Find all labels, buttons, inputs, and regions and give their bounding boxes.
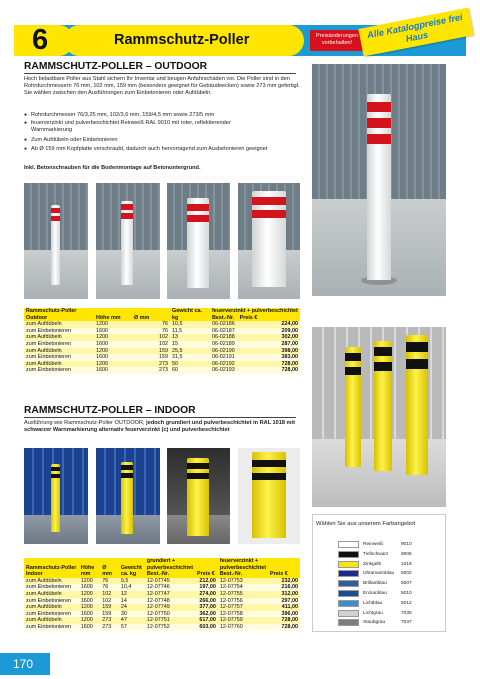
table-row [24, 328, 300, 335]
table-cell: 266,00 [195, 598, 218, 605]
table-cell: 60 [170, 367, 210, 374]
table-cell: 273 [100, 624, 119, 631]
indoor-title: RAMMSCHUTZ-POLLER – INDOOR [24, 405, 196, 416]
indoor-photo-3 [167, 448, 230, 544]
table-cell: 12-07749 [145, 604, 195, 611]
table-cell: 14 [119, 598, 145, 605]
table-cell: zum Einbetonieren [24, 328, 94, 335]
indoor-photo-2 [96, 448, 160, 544]
outdoor-bullet-3: ● Zum Aufdübeln oder Einbetonieren [24, 137, 300, 144]
table-cell: 1200 [79, 591, 100, 598]
outdoor-main-photo [312, 64, 446, 296]
table-cell: 12-07753 [218, 578, 268, 585]
table-cell: 1600 [94, 328, 132, 335]
table-cell: 15 [170, 341, 210, 348]
color-swatch-row [338, 610, 438, 618]
color-name: Lichtgrau [363, 610, 383, 616]
chapter-number-tab [14, 25, 74, 56]
table-cell: 31,5 [170, 354, 210, 361]
table-cell: zum Aufdübeln [24, 591, 79, 598]
table-cell: 06-02189 [210, 341, 258, 348]
table-cell: 312,00 [268, 591, 300, 598]
table-cell: 12-07748 [145, 598, 195, 605]
outdoor-th-order: feuerverzinkt + pulverbeschichtet Best.-Nr. Preis € [210, 308, 300, 321]
outdoor-title-rule [24, 73, 296, 74]
table-cell: 12-07760 [218, 624, 268, 631]
color-swatch-row [338, 551, 438, 559]
table-cell: 1200 [94, 334, 132, 341]
table-cell: 12-07752 [145, 624, 195, 631]
table-cell: 728,00 [268, 624, 300, 631]
table-cell: 197,00 [195, 584, 218, 591]
table-cell: 9,5 [119, 578, 145, 585]
table-cell: 12-07754 [218, 584, 268, 591]
indoor-th-order-primed: grundiert + pulverbeschichtet Best.-Nr. [146, 558, 194, 578]
table-cell: 1600 [94, 367, 132, 374]
color-swatch [338, 561, 359, 568]
table-cell: 728,00 [258, 367, 300, 374]
color-swatch-row [338, 541, 438, 549]
outdoor-bullet-4: ● Ab Ø 159 mm Kopfplatte verschraubt, dadurch auch hervorragend zum Ausbetonieren geeignet [24, 146, 274, 153]
table-cell: 10,4 [119, 584, 145, 591]
table-cell: 159 [100, 611, 119, 618]
price-note-badge: Preisänderungen vorbehalten! [310, 30, 364, 51]
table-cell: 273 [100, 617, 119, 624]
table-cell: 102 [100, 598, 119, 605]
indoor-th-height: Höhe mm [79, 558, 100, 578]
table-cell: 728,00 [268, 617, 300, 624]
table-cell: 216,00 [268, 584, 300, 591]
page-number-tab [0, 653, 50, 675]
table-row [24, 591, 300, 598]
color-swatch-row [338, 570, 438, 578]
table-cell: 12-07759 [218, 617, 268, 624]
color-swatch-row [338, 561, 438, 569]
table-cell: 302,00 [258, 334, 300, 341]
table-cell: zum Aufdübeln [24, 348, 94, 355]
table-cell: 76 [132, 328, 170, 335]
color-swatch-row [338, 619, 438, 627]
color-ral-code: 5007 [401, 581, 412, 587]
table-cell: 617,00 [195, 617, 218, 624]
table-cell: zum Einbetonieren [24, 611, 79, 618]
table-cell: zum Aufdübeln [24, 604, 79, 611]
table-cell: 159 [132, 354, 170, 361]
table-cell: 287,00 [258, 341, 300, 348]
color-name: Tiefschwarz [363, 551, 389, 557]
table-cell: zum Aufdübeln [24, 334, 94, 341]
table-cell: 728,00 [258, 361, 300, 368]
outdoor-intro: Hoch belastbare Poller aus Stahl sichern Ihr Inventar und beugen Anfahrschäden vor. Die Poller sind in den Rohrdurchmessern 76 mm, 102 mm, 159 mm (besonders geeignet für Gebäudeecken) sowie 273 mm gefertigt. Sie wählen zwischen den Ausführungen zum Einbetonieren oder Aufdübeln. [24, 76, 300, 97]
table-cell: 47 [119, 617, 145, 624]
table-cell: 1200 [94, 361, 132, 368]
table-cell: 411,00 [268, 604, 300, 611]
outdoor-photo-4 [238, 183, 300, 299]
color-swatch [338, 570, 359, 577]
table-cell: 1200 [94, 348, 132, 355]
color-ral-code: 5010 [401, 591, 412, 596]
table-cell: 12-07751 [145, 617, 195, 624]
table-row [24, 604, 300, 611]
color-ral-code: 5012 [401, 600, 412, 606]
table-cell: 30 [119, 611, 145, 618]
color-ral-code: 7035 [401, 610, 412, 616]
color-swatch [338, 541, 359, 548]
color-ral-code: 9010 [401, 542, 412, 547]
table-cell: zum Einbetonieren [24, 584, 79, 591]
header-title-pill [64, 25, 304, 56]
table-cell: 1200 [79, 617, 100, 624]
outdoor-bullet-2: ● feuerverzinkt und pulverbeschichtet Reinweiß RAL 9010 mit roter, reflektierender Warnmarkierung [24, 120, 269, 134]
table-cell: 06-02188 [210, 334, 258, 341]
table-cell: 1600 [94, 341, 132, 348]
color-chart-caption: Wählen Sie aus unserem Farbangebot [316, 521, 416, 527]
color-swatch [338, 590, 359, 597]
table-row [24, 617, 300, 624]
table-cell: 06-02192 [210, 361, 258, 368]
table-row [24, 341, 300, 348]
table-cell: zum Aufdübeln [24, 321, 94, 328]
color-swatch [338, 610, 359, 617]
table-cell: 06-02193 [210, 367, 258, 374]
outdoor-th-model: Rammschutz-Poller Outdoor [24, 308, 94, 321]
color-ral-code: 1018 [401, 561, 412, 567]
page-number: 170 [13, 657, 34, 671]
table-cell: zum Einbetonieren [24, 367, 94, 374]
table-cell: 76 [132, 321, 170, 328]
table-cell: 398,00 [258, 348, 300, 355]
color-swatch-row [338, 600, 438, 608]
table-row [24, 584, 300, 591]
color-ral-code: 7037 [401, 620, 412, 626]
color-name: Brillantblau [363, 581, 387, 587]
table-cell: 50 [170, 361, 210, 368]
table-cell: zum Aufdübeln [24, 617, 79, 624]
indoor-th-diameter: Ø mm [100, 558, 119, 578]
table-cell: 12-07747 [145, 591, 195, 598]
table-cell: 377,00 [195, 604, 218, 611]
table-cell: 12-07758 [218, 611, 268, 618]
table-cell: 1600 [79, 584, 100, 591]
indoor-intro: Ausführung wie Rammschutz-Poller OUTDOOR, jedoch grundiert und pulverbeschichtet in RAL 1018 mit schwarzer Warnmarkierung alternativ feuerverzinkt (c) und pulverbeschichtet [24, 420, 295, 434]
table-cell: 06-02191 [210, 354, 258, 361]
table-cell: 76 [100, 578, 119, 585]
table-row [24, 624, 300, 631]
table-cell: 10,5 [170, 321, 210, 328]
chapter-number: 6 [32, 24, 49, 56]
indoor-title-rule [24, 417, 296, 418]
table-cell: zum Aufdübeln [24, 361, 94, 368]
indoor-main-photo [312, 327, 446, 507]
table-cell: 1600 [94, 354, 132, 361]
table-cell: 12-07757 [218, 604, 268, 611]
table-cell: 159 [132, 348, 170, 355]
color-swatch-row [338, 580, 438, 588]
outdoor-th-height: Höhe mm [94, 308, 132, 321]
table-row [24, 334, 300, 341]
table-cell: 06-02190 [210, 348, 258, 355]
table-cell: 1200 [79, 604, 100, 611]
table-row [24, 361, 300, 368]
outdoor-price-table [24, 308, 300, 374]
outdoor-th-diameter: Ø mm [132, 308, 170, 321]
table-cell: zum Einbetonieren [24, 354, 94, 361]
color-ral-code: 9005 [401, 551, 412, 557]
table-cell: 06-02187 [210, 328, 258, 335]
indoor-th-weight: Gewicht ca. kg [119, 558, 145, 578]
color-name: Reinweiß [363, 542, 383, 547]
table-cell: zum Einbetonieren [24, 598, 79, 605]
table-cell: 273 [132, 361, 170, 368]
table-cell: 1200 [79, 578, 100, 585]
promo-tag: Alle Katalogpreise frei Haus [358, 8, 473, 57]
table-row [24, 321, 300, 328]
table-cell: 1600 [79, 598, 100, 605]
table-cell: 102 [132, 341, 170, 348]
table-cell: 1600 [79, 624, 100, 631]
color-name: Lichtblau [363, 600, 383, 606]
outdoor-th-weight: Gewicht ca. kg [170, 308, 210, 321]
color-swatch-row [338, 590, 438, 598]
indoor-th-price-galv: Preis € [268, 558, 300, 578]
indoor-th-price-primed: Preis € [195, 558, 218, 578]
color-swatch [338, 619, 359, 626]
table-cell: 396,00 [268, 611, 300, 618]
outdoor-photo-1 [24, 183, 88, 299]
table-cell: 57 [119, 624, 145, 631]
indoor-th-model: Rammschutz-Poller Indoor [24, 558, 79, 578]
chapter-title: Rammschutz-Poller [114, 32, 250, 48]
table-cell: 212,00 [195, 578, 218, 585]
outdoor-mounting-note: Inkl. Betonschrauben für die Bodenmontage auf Betonuntergrund. [24, 165, 201, 171]
table-cell: 12-07755 [218, 591, 268, 598]
table-cell: zum Einbetonieren [24, 624, 79, 631]
color-name: Enzianblau [363, 591, 387, 596]
outdoor-bullet-1: ● Rohrdurchmesser 76/3,25 mm, 102/3,6 mm, 159/4,5 mm sowie 273/5 mm [24, 112, 300, 119]
table-row [24, 367, 300, 374]
table-cell: 297,00 [268, 598, 300, 605]
table-cell: 273 [132, 367, 170, 374]
table-cell: 25,5 [170, 348, 210, 355]
outdoor-title: RAMMSCHUTZ-POLLER – OUTDOOR [24, 61, 208, 72]
color-ral-code: 5002 [401, 571, 412, 577]
table-cell: 1200 [94, 321, 132, 328]
table-cell: 383,00 [258, 354, 300, 361]
color-name: Staubgrau [363, 620, 386, 626]
table-cell: 12-07750 [145, 611, 195, 618]
outdoor-photo-2 [96, 183, 160, 299]
table-cell: 76 [100, 584, 119, 591]
table-cell: 159 [100, 604, 119, 611]
table-cell: 12-07746 [145, 584, 195, 591]
table-cell: 12-07745 [145, 578, 195, 585]
indoor-th-order-galv: feuerverzinkt + pulverbeschichtet Best.-Nr. [219, 558, 267, 578]
table-cell: 06-02186 [210, 321, 258, 328]
table-cell: 102 [132, 334, 170, 341]
table-cell: 13 [170, 334, 210, 341]
table-cell: 362,00 [195, 611, 218, 618]
indoor-photo-1 [24, 448, 88, 544]
table-cell: 274,00 [195, 591, 218, 598]
table-cell: 1600 [79, 611, 100, 618]
table-cell: zum Aufdübeln [24, 578, 79, 585]
table-row [24, 598, 300, 605]
color-name: Ultramarinblau [363, 571, 395, 577]
color-swatch [338, 580, 359, 587]
color-name: Zinkgelb [363, 561, 382, 567]
table-cell: 11,5 [170, 328, 210, 335]
table-cell: 232,00 [268, 578, 300, 585]
outdoor-photo-3 [167, 183, 230, 299]
table-row [24, 348, 300, 355]
table-cell: 209,00 [258, 328, 300, 335]
indoor-photo-4 [238, 448, 300, 544]
indoor-price-table [24, 558, 300, 631]
table-cell: 24 [119, 604, 145, 611]
table-row [24, 611, 300, 618]
table-cell: zum Einbetonieren [24, 341, 94, 348]
table-cell: 603,00 [195, 624, 218, 631]
table-cell: 12 [119, 591, 145, 598]
table-row [24, 578, 300, 585]
table-row [24, 354, 300, 361]
color-swatch [338, 600, 359, 607]
color-swatch [338, 551, 359, 558]
table-cell: 102 [100, 591, 119, 598]
table-cell: 224,00 [258, 321, 300, 328]
table-cell: 12-07756 [218, 598, 268, 605]
